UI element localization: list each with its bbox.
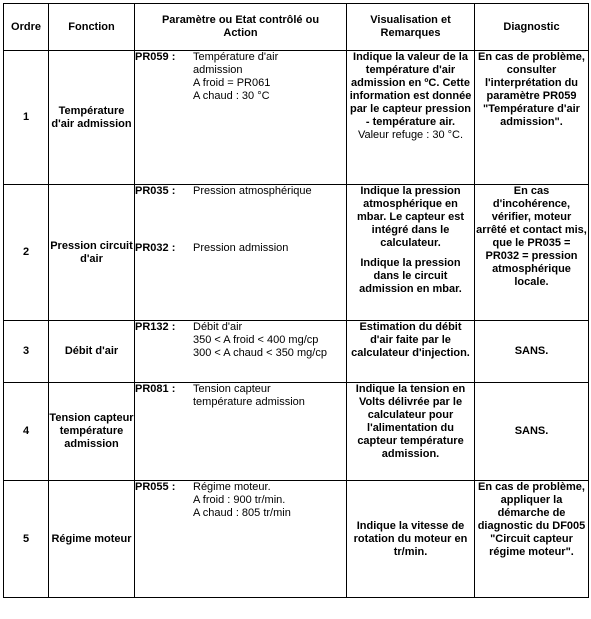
table-row — [4, 321, 589, 383]
header-fonction: Fonction — [49, 4, 135, 51]
visualisation-text: Indique la pression atmosphérique en mbar. Le capteur est intégré dans le calculateur. — [357, 185, 464, 249]
visualisation-text: Indique la vitesse de rotation du moteur en tr/min. — [353, 519, 468, 558]
row-visualisation — [347, 51, 475, 185]
param-description — [193, 321, 346, 360]
row-ordre: 4 — [4, 383, 49, 481]
header-ordre: Ordre — [4, 4, 49, 51]
row-fonction: Température d'air admission — [49, 51, 135, 185]
row-visualisation — [347, 321, 475, 383]
param-code: PR059 : — [135, 51, 176, 63]
param-line: A froid : 900 tr/min. — [193, 494, 286, 506]
header-visualisation: Visualisation et Remarques — [347, 4, 475, 51]
row-visualisation — [347, 481, 475, 598]
row-ordre: 1 — [4, 51, 49, 185]
param-line: A chaud : 805 tr/min — [193, 507, 291, 519]
row-diagnostic: En cas d'incohérence, vérifier, moteur arrêté et contact mis, que le PR035 = PR032 = pression atmosphérique locale. — [475, 185, 589, 321]
param-line: 350 < A froid < 400 mg/cp — [193, 334, 319, 346]
diagnostic-table — [3, 3, 589, 598]
row-parametre — [135, 481, 347, 598]
row-diagnostic: En cas de problème, appliquer la démarche de diagnostic du DF005 "Circuit capteur régime moteur". — [475, 481, 589, 598]
table-row — [4, 383, 589, 481]
visualisation-text: Indique la tension en Volts délivrée par le calculateur pour l'alimentation du capteur température admission. — [355, 383, 466, 460]
table-row — [4, 481, 589, 598]
header-parametre: Paramètre ou Etat contrôlé ou Action — [135, 4, 347, 51]
header-row — [4, 4, 589, 51]
row-parametre — [135, 383, 347, 481]
row-diagnostic: En cas de problème, consulter l'interprétation du paramètre PR059 "Température d'air admission". — [475, 51, 589, 185]
param-line: A froid = PR061 — [193, 77, 271, 89]
row-diagnostic: SANS. — [475, 321, 589, 383]
row-fonction: Pression circuit d'air — [49, 185, 135, 321]
param-description — [193, 383, 346, 409]
param-description: Pression atmosphérique — [193, 185, 312, 197]
visualisation-text: Estimation du débit d'air faite par le calculateur d'injection. — [351, 321, 470, 359]
row-ordre: 5 — [4, 481, 49, 598]
visualisation-text: Indique la valeur de la température d'air admission en ºC. Cette information est donnée par le capteur pression - température air. — [349, 51, 472, 128]
row-ordre: 2 — [4, 185, 49, 321]
table-row — [4, 51, 589, 185]
row-diagnostic: SANS. — [475, 383, 589, 481]
row-visualisation — [347, 185, 475, 321]
param-line: Régime moteur. — [193, 481, 271, 493]
param-code: PR035 : — [135, 185, 176, 197]
row-visualisation — [347, 383, 475, 481]
param-code: PR081 : — [135, 383, 176, 395]
param-line: Température d'air — [193, 51, 279, 63]
param-line: Débit d'air — [193, 321, 243, 333]
param-line: Tension capteur — [193, 383, 271, 395]
param-line: 300 < A chaud < 350 mg/cp — [193, 347, 327, 359]
param-code: PR055 : — [135, 481, 176, 493]
param-code: PR132 : — [135, 321, 176, 333]
row-ordre: 3 — [4, 321, 49, 383]
row-parametre — [135, 185, 347, 321]
row-parametre — [135, 321, 347, 383]
row-fonction: Tension capteur température admission — [49, 383, 135, 481]
row-fonction: Débit d'air — [49, 321, 135, 383]
param-line: A chaud : 30 °C — [193, 90, 270, 102]
visualisation-text: Indique la pression dans le circuit admission en mbar. — [359, 257, 462, 295]
row-fonction: Régime moteur — [49, 481, 135, 598]
table-row — [4, 185, 589, 321]
row-parametre — [135, 51, 347, 185]
visualisation-note: Valeur refuge : 30 °C. — [357, 129, 464, 141]
param-description: Pression admission — [193, 242, 289, 254]
param-description — [193, 51, 346, 103]
param-line: température admission — [193, 396, 305, 408]
param-line: admission — [193, 64, 243, 76]
header-diagnostic: Diagnostic — [475, 4, 589, 51]
param-code: PR032 : — [135, 242, 176, 254]
param-description — [193, 481, 346, 520]
